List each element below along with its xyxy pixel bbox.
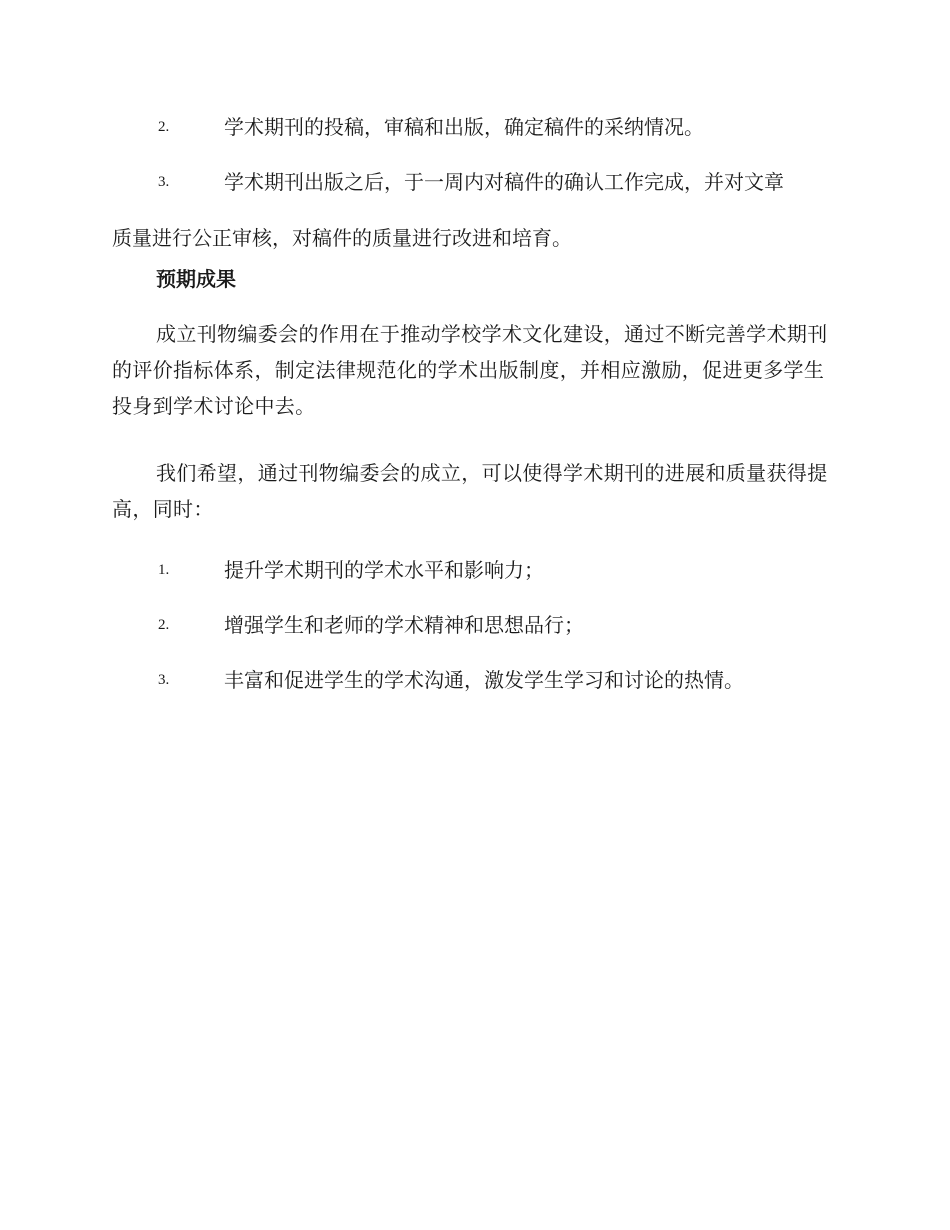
section-heading: 预期成果: [156, 267, 236, 291]
list-item-text: 提升学术期刊的学术水平和影响力；: [224, 558, 544, 582]
list-item-text-continued: 质量进行公正审核，对稿件的质量进行改进和培育。: [112, 226, 572, 250]
list-number: 1.: [158, 562, 170, 578]
list-number: 3.: [158, 174, 170, 190]
list-number: 2.: [158, 119, 170, 135]
list-item-text: 学术期刊的投稿，审稿和出版，确定稿件的采纳情况。: [224, 115, 704, 139]
body-paragraph: 成立刊物编委会的作用在于推动学校学术文化建设，通过不断完善学术期刊的评价指标体系，制定法律规范化的学术出版制度，并相应激励，促进更多学生投身到学术讨论中去。: [112, 322, 828, 418]
list-item-text: 丰富和促进学生的学术沟通，激发学生学习和讨论的热情。: [224, 668, 744, 692]
list-item-text: 学术期刊出版之后，于一周内对稿件的确认工作完成，并对文章: [224, 170, 784, 194]
list-number: 2.: [158, 617, 170, 633]
list-item-text: 增强学生和老师的学术精神和思想品行；: [224, 613, 584, 637]
list-number: 3.: [158, 672, 170, 688]
body-paragraph: 我们希望，通过刊物编委会的成立，可以使得学术期刊的进展和质量获得提高，同时：: [112, 461, 828, 521]
